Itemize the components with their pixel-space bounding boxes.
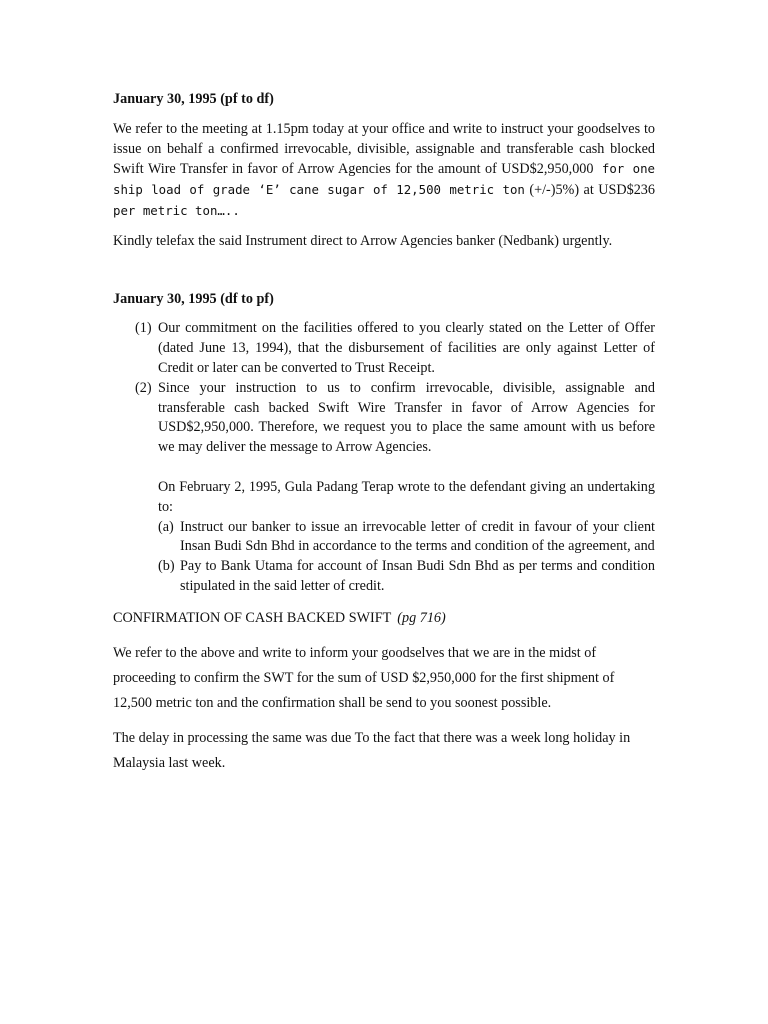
list-item — [113, 319, 655, 378]
undertaking-intro: On February 2, 1995, Gula Padang Terap wrote to the defendant giving an undertaking to: — [158, 478, 655, 515]
undertaking-marker: (b) — [158, 558, 175, 575]
list-item — [113, 379, 655, 458]
page-reference: (pg 716) — [397, 609, 446, 626]
confirmation-paragraph: We refer to the above and write to inform your goodselves that we are in the midst of proceeding to confirm the SWT for the sum of USD $2,950,000 for the first shipment of 12,500 metric ton and the confirmation shall be send to you soonest possible. — [113, 644, 615, 711]
list-item-text: Since your instruction to us to confirm irrevocable, divisible, assignable and transferable cash backed Swift Wire Transfer in favor of Arrow Agencies for USD$2,950,000. Therefore, we request you to place the same amount with us before we may deliver the message to Arrow Agencies. — [158, 379, 655, 456]
instruction-text-part1: We refer to the meeting at 1.15pm today at your office and write to instruct your goodselves to issue on behalf a confirmed irrevocable, divisible, assignable and transferable cash blocked Swift Wire Transfer in favor of Arrow Agencies for the amount of USD$2,950,000 — [113, 120, 655, 178]
numbered-list — [113, 319, 655, 458]
confirmation-title: CONFIRMATION OF CASH BACKED SWIFT — [113, 609, 392, 626]
undertaking-item — [113, 557, 655, 597]
confirmation-title-line — [113, 609, 655, 629]
list-marker: (2) — [135, 379, 152, 396]
undertaking-marker: (a) — [158, 518, 174, 535]
delay-paragraph: The delay in processing the same was due To the fact that there was a week long holiday in Malaysia last week. — [113, 729, 631, 771]
document-page — [113, 90, 655, 786]
undertaking-text: Pay to Bank Utama for account of Insan Budi Sdn Bhd as per terms and condition stipulated in the said letter of credit. — [180, 558, 655, 594]
instruction-text-typed1: for one ship load of grade ‘E’ cane sugar of 12,500 metric ton — [113, 161, 655, 198]
section-heading-pf-to-df: January 30, 1995 (pf to df) — [113, 91, 274, 107]
instruction-text-typed2: per metric ton….. — [113, 202, 240, 218]
list-marker: (1) — [135, 320, 152, 337]
instruction-paragraph — [113, 120, 655, 222]
list-item-text: Our commitment on the facilities offered to you clearly stated on the Letter of Offer (dated June 13, 1994), that the disbursement of facilities are only against Letter of Credit or later can be converted to Trust Receipt. — [158, 320, 655, 376]
section-heading-df-to-pf: January 30, 1995 (df to pf) — [113, 290, 274, 307]
instruction-text-part2: (+/-)5%) at USD$236 — [524, 182, 655, 199]
spacer — [113, 262, 655, 290]
spacer — [113, 458, 655, 478]
undertaking-text: Instruct our banker to issue an irrevocable letter of credit in favour of your client Insan Budi Sdn Bhd in accordance to the terms and condition of the agreement, and — [180, 518, 655, 555]
telefax-paragraph: Kindly telefax the said Instrument direct to Arrow Agencies banker (Nedbank) urgently. — [113, 232, 613, 249]
undertaking-item — [113, 518, 655, 558]
